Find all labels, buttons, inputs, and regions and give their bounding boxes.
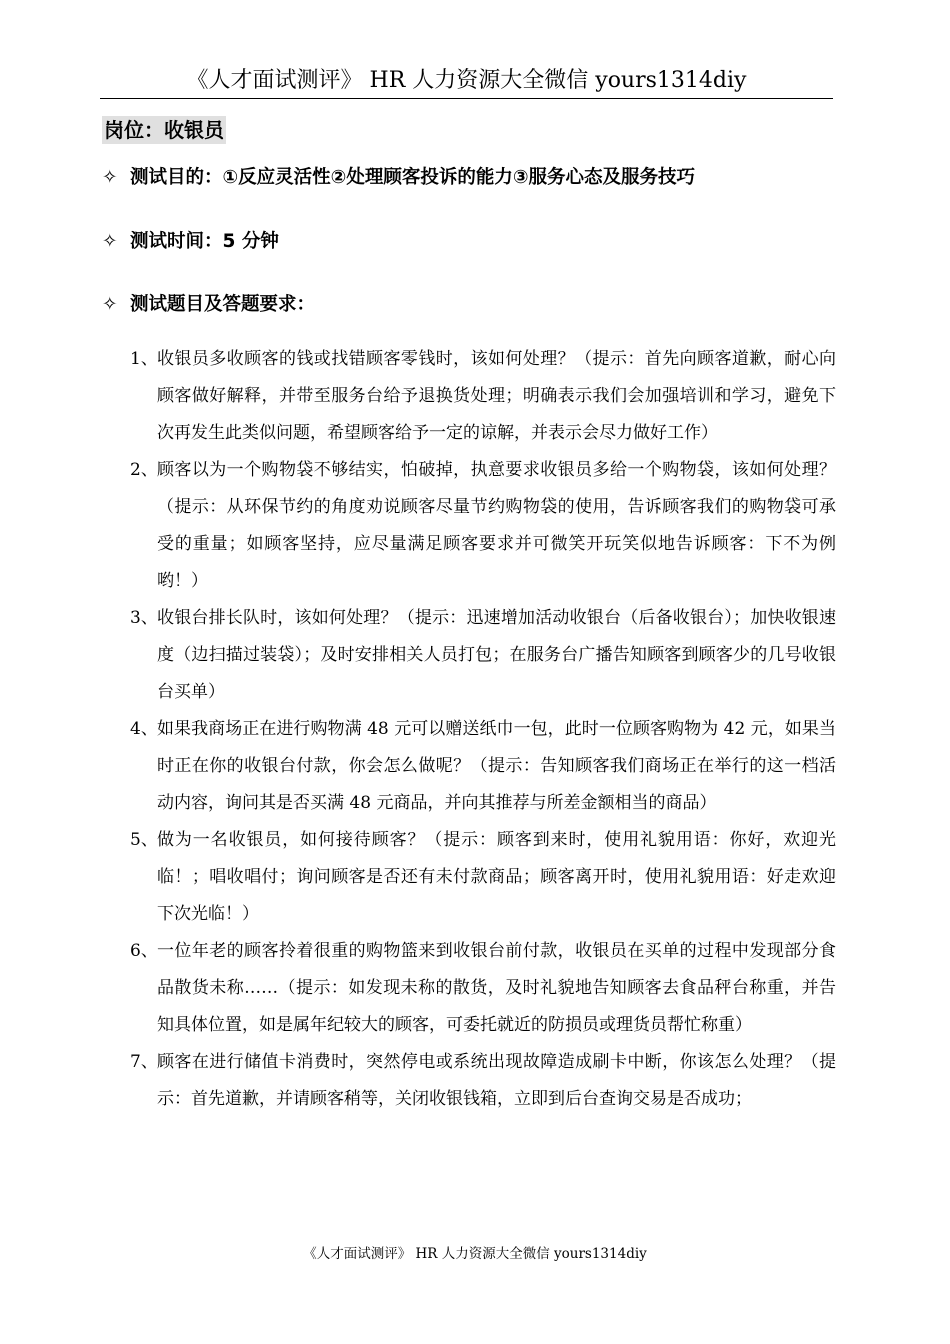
question-text: 做为一名收银员，如何接待顾客？（提示：顾客到来时，使用礼貌用语：你好，欢迎光临！；唱收唱付；询问顾客是否还有未付款商品；顾客离开时，使用礼貌用语：好走欢迎下次光临！） bbox=[157, 830, 836, 924]
question-text: 收银台排长队时，该如何处理？（提示：迅速增加活动收银台（后备收银台）；加快收银速度（边扫描过装袋）；及时安排相关人员打包；在服务台广播告知顾客到顾客少的几号收银台买单） bbox=[157, 608, 836, 702]
list-item bbox=[130, 600, 836, 711]
question-text: 收银员多收顾客的钱或找错顾客零钱时，该如何处理？（提示：首先向顾客道歉，耐心向顾客做好解释，并带至服务台给予退换货处理；明确表示我们会加强培训和学习，避免下次再发生此类似问题，希望顾客给予一定的谅解，并表示会尽力做好工作） bbox=[157, 349, 836, 443]
questions-heading: 测试题目及答题要求： bbox=[130, 294, 316, 315]
list-item bbox=[130, 933, 836, 1044]
page-header: 《人才面试测评》 HR 人力资源大全微信 yours1314diy bbox=[100, 66, 833, 99]
section-purpose bbox=[102, 164, 695, 192]
page-footer: 《人才面试测评》 HR 人力资源大全微信 yours1314diy bbox=[303, 1246, 647, 1262]
question-number: 5、 bbox=[130, 830, 158, 850]
section-time bbox=[102, 228, 279, 256]
question-number: 1、 bbox=[130, 349, 158, 369]
list-item bbox=[130, 452, 836, 600]
purpose-text: 测试目的：①反应灵活性②处理顾客投诉的能力③服务心态及服务技巧 bbox=[130, 167, 695, 188]
time-text: 测试时间：5 分钟 bbox=[130, 231, 279, 252]
question-text: 如果我商场正在进行购物满 48 元可以赠送纸巾一包，此时一位顾客购物为 42 元，如果当时正在你的收银台付款，你会怎么做呢？（提示：告知顾客我们商场正在举行的这一档活动内容，询问其是否买满 48 元商品，并向其推荐与所差金额相当的商品） bbox=[157, 719, 836, 813]
question-text: 顾客以为一个购物袋不够结实，怕破掉，执意要求收银员多给一个购物袋，该如何处理？（提示：从环保节约的角度劝说顾客尽量节约购物袋的使用，告诉顾客我们的购物袋可承受的重量；如顾客坚持，应尽量满足顾客要求并可微笑开玩笑似地告诉顾客：下不为例哟！） bbox=[157, 460, 836, 591]
list-item bbox=[130, 341, 836, 452]
list-item bbox=[130, 822, 836, 933]
diamond-star-icon: ✧ bbox=[102, 294, 118, 315]
section-questions bbox=[102, 291, 315, 319]
question-text: 一位年老的顾客拎着很重的购物篮来到收银台前付款，收银员在买单的过程中发现部分食品散货未称……（提示：如发现未称的散货，及时礼貌地告知顾客去食品秤台称重，并告知具体位置，如是属年纪较大的顾客，可委托就近的防损员或理货员帮忙称重） bbox=[157, 941, 836, 1035]
question-number: 4、 bbox=[130, 719, 158, 739]
post-title: 岗位：收银员 bbox=[104, 118, 224, 142]
question-number: 2、 bbox=[130, 460, 158, 480]
question-number: 3、 bbox=[130, 608, 158, 628]
question-number: 7、 bbox=[130, 1052, 158, 1072]
list-item bbox=[130, 711, 836, 822]
question-number: 6、 bbox=[130, 941, 158, 961]
diamond-star-icon: ✧ bbox=[102, 167, 118, 188]
list-item bbox=[130, 1044, 836, 1118]
question-list bbox=[130, 341, 836, 1118]
question-text: 顾客在进行储值卡消费时，突然停电或系统出现故障造成刷卡中断，你该怎么处理？（提示：首先道歉，并请顾客稍等，关闭收银钱箱，立即到后台查询交易是否成功； bbox=[157, 1052, 836, 1109]
diamond-star-icon: ✧ bbox=[102, 231, 118, 252]
